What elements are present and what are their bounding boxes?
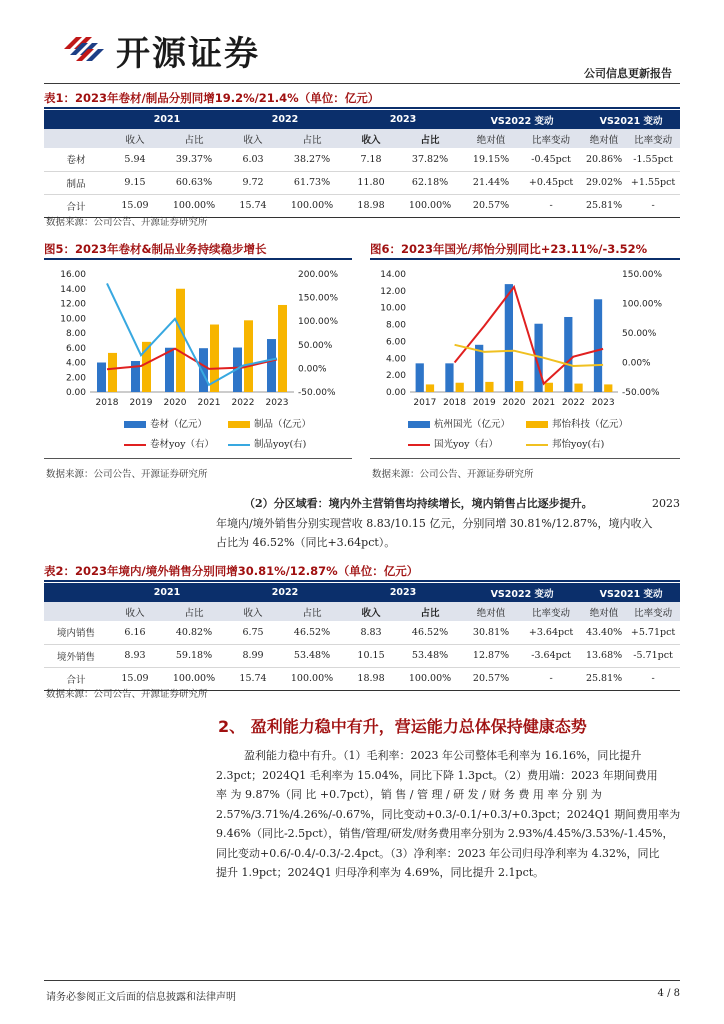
fig5-legend-item: 卷材（亿元） (124, 416, 207, 430)
table-cell: 20.57% (462, 667, 520, 690)
y2-axis-tick-label: 0.00% (622, 358, 651, 369)
table-cell: - (626, 667, 680, 690)
table2-caption: 表2：2023年境内/境外销售分别同增30.81%/12.87%（单位：亿元） (44, 564, 419, 578)
table2-sub-cell: 占比 (280, 602, 344, 621)
footer-disclaimer: 请务必参阅正文后面的信息披露和法律声明 (46, 992, 236, 1003)
table-cell: 18.98 (344, 194, 398, 217)
bar (574, 384, 582, 392)
bar (108, 353, 117, 392)
table2-caption-rule (44, 580, 680, 582)
para1-line: （2）分区域看：境内外主营销售均持续增长，境内销售占比逐步提升。 (244, 497, 593, 510)
para1-line: 年境内/境外销售分别实现营收 8.83/10.15 亿元，分别同增 30.81%/12.87%，境内收入 (216, 516, 653, 530)
bar (278, 305, 287, 392)
table-cell: - (520, 194, 582, 217)
bar (564, 317, 572, 392)
fig6-legend-item: 国光yoy（右） (408, 436, 498, 450)
table-cell: 20.86% (582, 148, 626, 171)
table-row (44, 644, 680, 667)
table1-source: 数据来源：公司公告、开源证券研究所 (46, 217, 208, 228)
y2-axis-tick-label: 150.00% (298, 293, 339, 304)
table-cell: 20.57% (462, 194, 520, 217)
bar (176, 289, 185, 392)
para2-line: 提升 1.9pct；2024Q1 归母净利率为 4.69%，同比提升 2.1pct。 (216, 866, 545, 879)
table2-group-cell: 2021 (108, 583, 226, 602)
table2-sub-cell: 比率变动 (520, 602, 582, 621)
y-axis-tick-label: 14.00 (60, 284, 86, 295)
table-cell: 100.00% (162, 194, 226, 217)
table-cell: 境内销售 (44, 621, 108, 644)
fig6-legend-item: 邦怡yoy(右) (526, 436, 604, 450)
table-cell: 29.02% (582, 171, 626, 194)
fig5-legend-item: 卷材yoy（右） (124, 436, 214, 450)
table1-sub-cell: 占比 (398, 129, 462, 148)
y2-axis-tick-label: 150.00% (622, 270, 663, 280)
table1 (44, 110, 680, 218)
table-cell: 25.81% (582, 667, 626, 690)
table-row (44, 171, 680, 194)
table2-group-cell: 2022 (226, 583, 344, 602)
x-axis-tick-label: 2021 (197, 398, 221, 408)
table2-group-cell (44, 583, 108, 602)
table1-sub-cell: 比率变动 (520, 129, 582, 148)
table1-sub-cell: 占比 (280, 129, 344, 148)
para2-line: 2.3pct；2024Q1 毛利率为 15.04%，同比下降 1.3pct。（2）费用端：2023 年期间费用 (216, 768, 658, 782)
footer-rule (44, 980, 680, 981)
table-cell: 18.98 (344, 667, 398, 690)
fig6-chart (370, 262, 680, 412)
table-cell: 46.52% (398, 621, 462, 644)
x-axis-tick-label: 2020 (163, 398, 187, 408)
table-cell: 40.82% (162, 621, 226, 644)
para2-line: 率 为 9.87%（同 比 +0.7pct），销 售 / 管 理 / 研 发 / 财 务 费 用 率 分 别 为 (216, 788, 602, 801)
brand-logo-mark (60, 27, 106, 67)
y2-axis-tick-label: 50.00% (298, 340, 333, 351)
fig6-legend-item: 邦怡科技（亿元） (526, 416, 628, 430)
table-cell: 8.93 (108, 644, 162, 667)
table1-sub-cell (44, 129, 108, 148)
x-axis-tick-label: 2019 (129, 398, 153, 408)
table-cell: -0.45pct (520, 148, 582, 171)
table-cell: 8.83 (344, 621, 398, 644)
table-cell: 39.37% (162, 148, 226, 171)
para2-line: 2.57%/3.71%/4.26%/-0.67%，同比变动+0.3/-0.1/+0.3/+0.3pct；2024Q1 期间费用率为 (216, 807, 681, 821)
table1-caption: 表1：2023年卷材/制品分别同增19.2%/21.4%（单位：亿元） (44, 91, 380, 105)
bar (604, 384, 612, 392)
table-cell: 12.87% (462, 644, 520, 667)
table1-sub-cell: 占比 (162, 129, 226, 148)
table1-group-header (44, 110, 680, 129)
table1-sub-cell: 绝对值 (582, 129, 626, 148)
table2-sub-cell: 比率变动 (626, 602, 680, 621)
table-cell: 合计 (44, 194, 108, 217)
para1-line: 占比为 46.52%（同比+3.64pct）。 (216, 536, 396, 549)
table-cell: 100.00% (398, 667, 462, 690)
table-cell: 19.15% (462, 148, 520, 171)
table2 (44, 583, 680, 691)
table-cell: 46.52% (280, 621, 344, 644)
bar (545, 383, 553, 392)
table1-group-cell: VS2022 变动 (462, 110, 582, 129)
table-cell: 境外销售 (44, 644, 108, 667)
x-axis-tick-label: 2021 (532, 398, 556, 408)
report-type-label: 公司信息更新报告 (584, 67, 672, 80)
y2-axis-tick-label: 50.00% (622, 329, 657, 339)
table-cell: 30.81% (462, 621, 520, 644)
table-cell: -1.55pct (626, 148, 680, 171)
table-cell: 15.74 (226, 667, 280, 690)
table2-sub-cell: 收入 (226, 602, 280, 621)
table2-group-cell: VS2021 变动 (582, 583, 680, 602)
table1-group-cell: VS2021 变动 (582, 110, 680, 129)
table-cell: 5.94 (108, 148, 162, 171)
y-axis-tick-label: 10.00 (380, 303, 406, 314)
table-cell: 8.99 (226, 644, 280, 667)
table-cell: -5.71pct (626, 644, 680, 667)
y-axis-tick-label: 14.00 (380, 270, 406, 280)
fig6-caption: 图6：2023年国光/邦怡分别同比+23.11%/-3.52% (370, 242, 648, 256)
x-axis-tick-label: 2020 (502, 398, 526, 408)
x-axis-tick-label: 2018 (95, 398, 119, 408)
fig5-caption-rule (44, 258, 352, 260)
fig6-legend-item: 杭州国光（亿元） (408, 416, 510, 430)
x-axis-tick-label: 2019 (472, 398, 496, 408)
y2-axis-tick-label: -50.00% (298, 388, 336, 398)
header-rule (44, 83, 680, 84)
table-cell: +1.55pct (626, 171, 680, 194)
x-axis-tick-label: 2023 (591, 398, 615, 408)
table2-sub-cell: 绝对值 (582, 602, 626, 621)
table-cell: 6.75 (226, 621, 280, 644)
table-cell: 9.15 (108, 171, 162, 194)
bar (244, 320, 253, 392)
fig6-bottom-rule (370, 458, 680, 459)
fig6-source: 数据来源：公司公告、开源证券研究所 (372, 469, 534, 480)
table1-caption-rule (44, 107, 680, 109)
section-title: 2、 盈利能力稳中有升，营运能力总体保持健康态势 (218, 717, 587, 736)
bar (505, 284, 513, 392)
fig5-bottom-rule (44, 458, 352, 459)
table-cell: 53.48% (280, 644, 344, 667)
table-cell: 43.40% (582, 621, 626, 644)
para2-line: 9.46%（同比-2.5pct），销售/管理/研发/财务费用率分别为 2.93%/4.45%/3.53%/-1.45%， (216, 827, 674, 840)
table-cell: 制品 (44, 171, 108, 194)
table-cell: +5.71pct (626, 621, 680, 644)
y-axis-tick-label: 12.00 (60, 299, 86, 310)
para2-line: 盈利能力稳中有升。（1）毛利率：2023 年公司整体毛利率为 16.16%，同比提升 (244, 749, 642, 762)
table-cell: 61.73% (280, 171, 344, 194)
table-cell: 59.18% (162, 644, 226, 667)
table2-group-header (44, 583, 680, 602)
table-row (44, 148, 680, 171)
table1-group-cell: 2023 (344, 110, 462, 129)
bar (456, 383, 464, 392)
table2-sub-cell: 收入 (344, 602, 398, 621)
x-axis-tick-label: 2018 (443, 398, 467, 408)
x-axis-tick-label: 2023 (265, 398, 289, 408)
x-axis-tick-label: 2017 (413, 398, 437, 408)
table1-sub-cell: 收入 (344, 129, 398, 148)
y2-axis-tick-label: 0.00% (298, 364, 327, 375)
table-cell: -3.64pct (520, 644, 582, 667)
table-cell: 13.68% (582, 644, 626, 667)
y-axis-tick-label: 16.00 (60, 270, 86, 280)
table-cell: 100.00% (398, 194, 462, 217)
table1-sub-cell: 比率变动 (626, 129, 680, 148)
x-axis-tick-label: 2022 (561, 398, 585, 408)
bar (485, 382, 493, 392)
table-cell: 6.16 (108, 621, 162, 644)
table-row (44, 621, 680, 644)
table-cell: 卷材 (44, 148, 108, 171)
fig5-legend-item: 制品yoy(右) (228, 436, 306, 450)
y-axis-tick-label: 2.00 (65, 373, 86, 384)
fig5-source: 数据来源：公司公告、开源证券研究所 (46, 469, 208, 480)
table1-sub-cell: 绝对值 (462, 129, 520, 148)
y2-axis-tick-label: 100.00% (298, 317, 339, 328)
table-cell: 9.72 (226, 171, 280, 194)
table-cell: 21.44% (462, 171, 520, 194)
table2-source: 数据来源：公司公告、开源证券研究所 (46, 689, 208, 700)
table1-group-cell: 2022 (226, 110, 344, 129)
table1-sub-cell: 收入 (108, 129, 162, 148)
table1-sub-header (44, 129, 680, 148)
table-cell: 60.63% (162, 171, 226, 194)
table2-group-cell: VS2022 变动 (462, 583, 582, 602)
table1-sub-cell: 收入 (226, 129, 280, 148)
bar (416, 363, 424, 392)
table2-sub-cell: 收入 (108, 602, 162, 621)
para1-line: 2023 (652, 497, 680, 510)
table2-sub-header (44, 602, 680, 621)
table-cell: - (520, 667, 582, 690)
y-axis-tick-label: 4.00 (385, 354, 406, 365)
x-axis-tick-label: 2022 (231, 398, 255, 408)
table-cell: 15.74 (226, 194, 280, 217)
table-cell: +0.45pct (520, 171, 582, 194)
table2-sub-cell: 占比 (162, 602, 226, 621)
page-number: 4 / 8 (657, 988, 680, 999)
table-cell: 合计 (44, 667, 108, 690)
y-axis-tick-label: 2.00 (385, 371, 406, 382)
brand-logo-text: 开源证券 (116, 34, 260, 74)
y-axis-tick-label: 8.00 (385, 320, 406, 331)
bar (426, 384, 434, 392)
table-cell: 10.15 (344, 644, 398, 667)
y-axis-tick-label: 6.00 (385, 337, 406, 348)
table-cell: - (626, 194, 680, 217)
table-cell: 100.00% (280, 194, 344, 217)
bar (594, 299, 602, 392)
fig5-caption: 图5：2023年卷材&制品业务持续稳步增长 (44, 242, 267, 256)
table-cell: 100.00% (162, 667, 226, 690)
table-cell: 7.18 (344, 148, 398, 171)
y-axis-tick-label: 8.00 (65, 329, 86, 339)
bar (445, 363, 453, 392)
table1-group-cell: 2021 (108, 110, 226, 129)
y-axis-tick-label: 0.00 (65, 388, 86, 398)
table1-group-cell (44, 110, 108, 129)
bar (515, 381, 523, 392)
table-cell: 6.03 (226, 148, 280, 171)
table-cell: 37.82% (398, 148, 462, 171)
fig5-legend-item: 制品（亿元） (228, 416, 311, 430)
table-cell: 25.81% (582, 194, 626, 217)
table-cell: 62.18% (398, 171, 462, 194)
bar (165, 348, 174, 392)
table-cell: 38.27% (280, 148, 344, 171)
y2-axis-tick-label: -50.00% (622, 388, 660, 398)
table2-sub-cell: 绝对值 (462, 602, 520, 621)
table-cell: 15.09 (108, 667, 162, 690)
table-cell: 15.09 (108, 194, 162, 217)
table2-group-cell: 2023 (344, 583, 462, 602)
fig6-caption-rule (370, 258, 680, 260)
y2-axis-tick-label: 200.00% (298, 270, 339, 280)
table2-sub-cell (44, 602, 108, 621)
bar (267, 339, 276, 392)
y-axis-tick-label: 10.00 (60, 314, 86, 325)
table2-sub-cell: 占比 (398, 602, 462, 621)
table-cell: 100.00% (280, 667, 344, 690)
y-axis-tick-label: 0.00 (385, 388, 406, 398)
y-axis-tick-label: 12.00 (380, 286, 406, 297)
y-axis-tick-label: 4.00 (65, 358, 86, 369)
table-cell: 11.80 (344, 171, 398, 194)
fig5-chart (44, 262, 354, 412)
bar (97, 363, 106, 393)
y2-axis-tick-label: 100.00% (622, 299, 663, 310)
y-axis-tick-label: 6.00 (65, 343, 86, 354)
table-cell: +3.64pct (520, 621, 582, 644)
table-cell: 53.48% (398, 644, 462, 667)
para2-line: 同比变动+0.6/-0.4/-0.3/-2.4pct。（3）净利率：2023 年公司归母净利率为 4.32%，同比 (216, 846, 660, 860)
